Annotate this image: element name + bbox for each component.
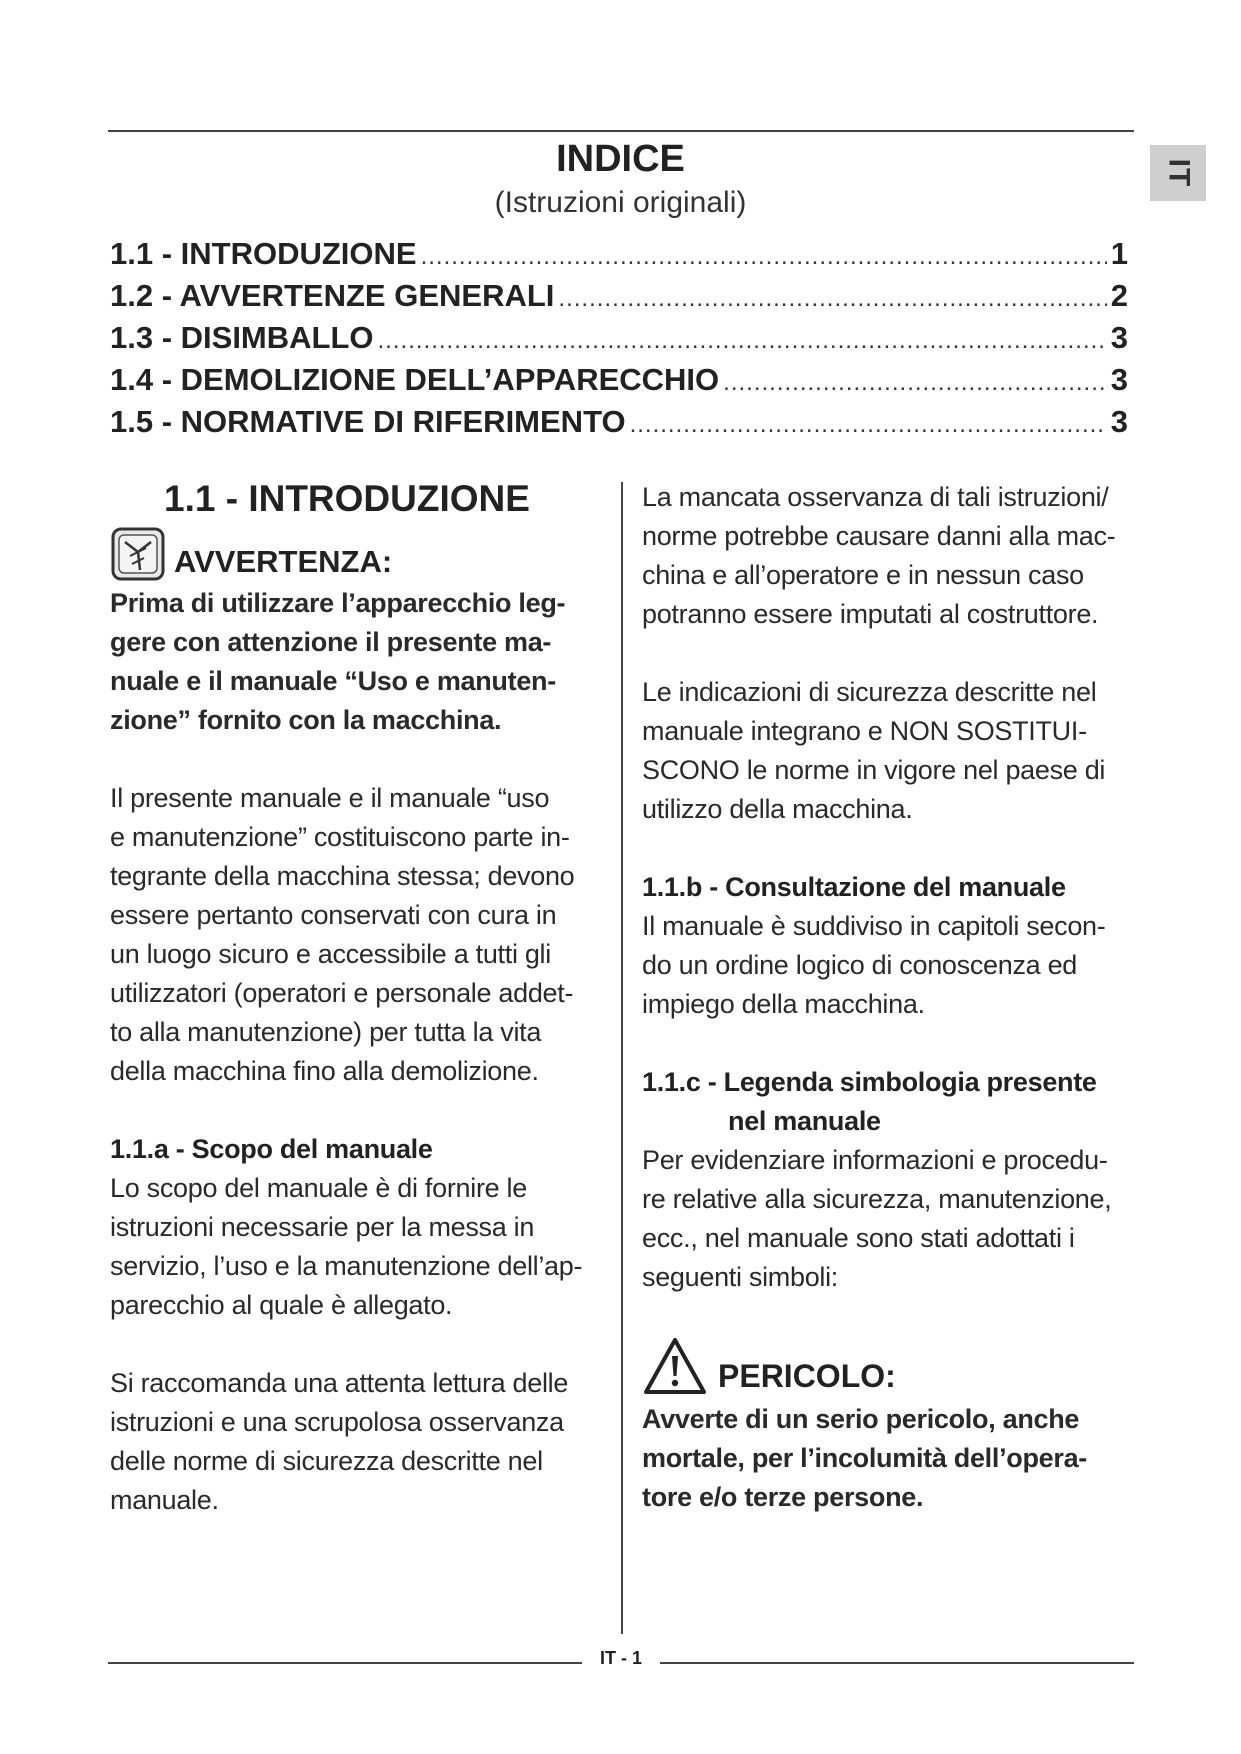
spacer: [642, 1297, 1136, 1336]
paragraph-line: manuale.: [110, 1485, 219, 1515]
subsection-title: 1.1.a - Scopo del manuale: [110, 1134, 433, 1164]
paragraph-line: istruzioni e una scrupolosa osservanza: [110, 1407, 564, 1437]
paragraph-line: do un ordine logico di conoscenza ed: [642, 950, 1078, 980]
spacer: [642, 829, 1136, 868]
paragraph-line: norme potrebbe causare danni alla mac-: [642, 521, 1116, 551]
subsection-title-continued: nel manuale: [728, 1106, 881, 1136]
subsection-title: 1.1.c - Legenda simbologia presente: [642, 1067, 1097, 1097]
danger-warning-triangle-icon: [642, 1336, 708, 1396]
paragraph-line: Si raccomanda una attenta lettura delle: [110, 1368, 569, 1398]
index-subtitle: (Istruzioni originali): [494, 186, 747, 219]
section-title: 1.1 - INTRODUZIONE: [164, 478, 530, 519]
toc-leader-dots: [558, 285, 1106, 313]
paragraph-line: utilizzatori (operatori e personale addet-: [110, 978, 574, 1008]
warning-label: AVVERTENZA:: [174, 544, 393, 579]
paragraph-line: essere pertanto conservati con cura in: [110, 900, 557, 930]
toc-entry[interactable]: [110, 320, 1128, 362]
footer-rule-left: [108, 1662, 582, 1664]
paragraph-line: un luogo sicuro e accessibile a tutti gli: [110, 939, 551, 969]
toc-leader-dots: [378, 327, 1107, 355]
paragraph-line: ecc., nel manuale sono stati adottati i: [642, 1223, 1075, 1253]
toc-entry-page: 2: [1110, 278, 1128, 313]
warning-text-line: gere con attenzione il presente ma-: [110, 627, 552, 657]
warning-header: [110, 526, 604, 582]
toc-entry-label: 1.1 - INTRODUZIONE: [110, 236, 417, 271]
spacer: [110, 1325, 604, 1364]
spacer: [642, 1024, 1136, 1063]
toc-entry-label: 1.3 - DISIMBALLO: [110, 320, 374, 355]
paragraph-line: re relative alla sicurezza, manutenzione,: [642, 1184, 1112, 1214]
toc-entry-page: 3: [1110, 320, 1128, 355]
top-rule: [108, 130, 1134, 132]
spacer: [110, 1091, 604, 1130]
paragraph-line: seguenti simboli:: [642, 1262, 839, 1292]
danger-text-line: tore e/o terze persone.: [642, 1482, 924, 1512]
paragraph-line: Per evidenziare informazioni e procedu-: [642, 1145, 1108, 1175]
paragraph-line: La mancata osservanza di tali istruzioni/: [642, 482, 1109, 512]
toc-leader-dots: [421, 243, 1107, 271]
toc-leader-dots: [630, 411, 1107, 439]
danger-text-line: mortale, per l’incolumità dell’opera-: [642, 1443, 1088, 1473]
toc-entry[interactable]: [110, 278, 1128, 320]
paragraph-line: tegrante della macchina stessa; devono: [110, 861, 575, 891]
paragraph-line: parecchio al quale è allegato.: [110, 1290, 453, 1320]
toc-entry-label: 1.5 - NORMATIVE DI RIFERIMENTO: [110, 404, 626, 439]
paragraph-line: delle norme di sicurezza descritte nel: [110, 1446, 543, 1476]
paragraph-line: istruzioni necessarie per la messa in: [110, 1212, 535, 1242]
paragraph-line: potranno essere imputati al costruttore.: [642, 599, 1099, 629]
paragraph-line: e manutenzione” costituiscono parte in-: [110, 822, 570, 852]
paragraph-line: SCONO le norme in vigore nel paese di: [642, 755, 1106, 785]
paragraph-line: Lo scopo del manuale è di fornire le: [110, 1173, 527, 1203]
left-column: [110, 478, 604, 1520]
toc-entry[interactable]: [110, 236, 1128, 278]
toc-entry-page: 3: [1110, 362, 1128, 397]
danger-label: PERICOLO:: [718, 1358, 896, 1394]
subsection-title: 1.1.b - Consultazione del manuale: [642, 872, 1066, 902]
toc-entry-page: 3: [1110, 404, 1128, 439]
manual-warning-icon: [110, 526, 166, 582]
toc-entry-page: 1: [1110, 236, 1128, 271]
danger-text-line: Avverte di un serio pericolo, anche: [642, 1404, 1080, 1434]
paragraph-line: servizio, l’uso e la manutenzione dell’ap-: [110, 1251, 583, 1281]
toc-entry-label: 1.2 - AVVERTENZE GENERALI: [110, 278, 555, 313]
paragraph-line: Il manuale è suddiviso in capitoli secon-: [642, 911, 1106, 941]
right-column: [642, 478, 1136, 1517]
paragraph-line: to alla manutenzione) per tutta la vita: [110, 1017, 542, 1047]
language-tab-label: IT: [1161, 158, 1195, 188]
spacer: [642, 634, 1136, 673]
paragraph-line: impiego della macchina.: [642, 989, 925, 1019]
index-title: INDICE: [556, 138, 685, 180]
danger-header: [642, 1336, 1136, 1396]
warning-text-line: nuale e il manuale “Uso e manuten-: [110, 666, 556, 696]
toc-entry[interactable]: [110, 362, 1128, 404]
footer-rule-right: [660, 1662, 1134, 1664]
toc-entry[interactable]: [110, 404, 1128, 446]
spacer: [110, 740, 604, 779]
paragraph-line: della macchina fino alla demolizione.: [110, 1056, 539, 1086]
paragraph-line: Le indicazioni di sicurezza descritte nel: [642, 677, 1097, 707]
paragraph-line: china e all’operatore e in nessun caso: [642, 560, 1084, 590]
toc-leader-dots: [723, 369, 1107, 397]
toc-entry-label: 1.4 - DEMOLIZIONE DELL’APPARECCHIO: [110, 362, 720, 397]
page-number: IT - 1: [599, 1648, 642, 1668]
warning-text-line: zione” fornito con la macchina.: [110, 705, 502, 735]
table-of-contents: [110, 236, 1128, 446]
paragraph-line: manuale integrano e NON SOSTITUI-: [642, 716, 1087, 746]
column-divider: [621, 482, 623, 1634]
paragraph-line: utilizzo della macchina.: [642, 794, 913, 824]
paragraph-line: Il presente manuale e il manuale “uso: [110, 783, 550, 813]
warning-text-line: Prima di utilizzare l’apparecchio leg-: [110, 588, 566, 618]
